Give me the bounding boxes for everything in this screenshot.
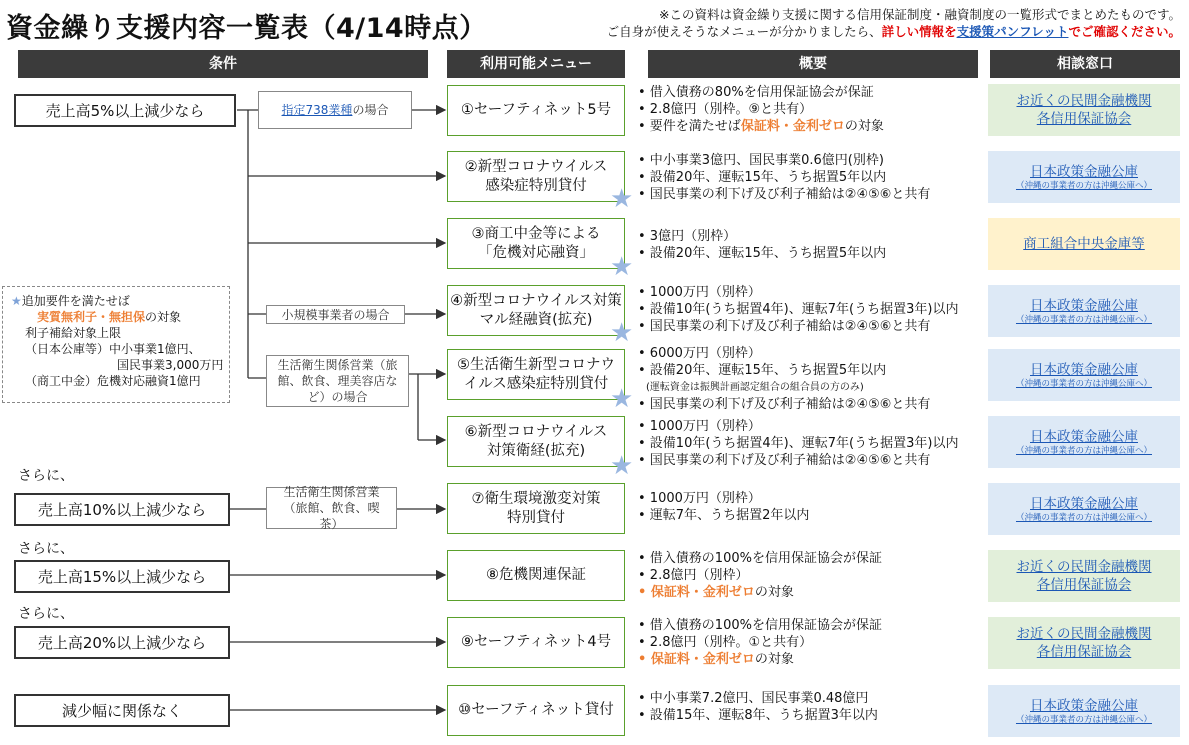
menu-text: 特別貸付 bbox=[507, 509, 565, 526]
overview-emphasis: • 保証料・金利ゼロ bbox=[638, 652, 755, 667]
contact-sublink[interactable]: （沖縄の事業者の方は沖縄公庫へ） bbox=[1015, 378, 1152, 389]
menu-text: 「危機対応融資」 bbox=[478, 244, 594, 261]
contact-link[interactable]: お近くの民間金融機関 bbox=[1016, 93, 1152, 109]
menu-crisis-guarantee: ⑧危機関連保証 bbox=[447, 550, 625, 601]
legend-line-6: （商工中金）危機対応融資1億円 bbox=[25, 374, 201, 388]
overview-emphasis: 保証料・金利ゼロ bbox=[740, 119, 845, 134]
legend-text: 追加要件を満たせば bbox=[21, 294, 130, 308]
contact-link[interactable]: 日本政策金融公庫 bbox=[1030, 697, 1138, 714]
contact-link[interactable]: 各信用保証協会 bbox=[1036, 577, 1132, 593]
star-icon: ★ bbox=[610, 384, 634, 414]
condition-any-decline: 減少幅に関係なく bbox=[14, 694, 230, 727]
contact-private-banks[interactable] bbox=[988, 550, 1180, 602]
contact-jfc[interactable] bbox=[988, 349, 1180, 401]
contact-jfc[interactable] bbox=[988, 416, 1180, 468]
contact-sublink[interactable]: （沖縄の事業者の方は沖縄公庫へ） bbox=[1015, 714, 1152, 725]
contact-shoko-chukin[interactable] bbox=[988, 218, 1180, 270]
legend-line-5: 国民事業3,000万円 bbox=[117, 358, 224, 372]
contact-sublink[interactable]: （沖縄の事業者の方は沖縄公庫へ） bbox=[1015, 512, 1152, 523]
overview-7 bbox=[638, 490, 809, 524]
menu-shoko-crisis-loan bbox=[447, 218, 625, 269]
subcond-hygiene-restaurant: 生活衛生関係営業（旅館、飲食、喫茶） bbox=[266, 487, 397, 529]
overview-line: • 1000万円（別枠） bbox=[638, 285, 761, 300]
overview-line: • 6000万円（別枠） bbox=[638, 346, 761, 361]
legend-text: の対象 bbox=[145, 310, 182, 324]
legend-line-1 bbox=[11, 293, 225, 309]
subcond-738-suffix: の場合 bbox=[352, 103, 389, 117]
menu-text: ⑥新型コロナウイルス bbox=[464, 423, 608, 440]
page-title: 資金繰り支援内容一覧表（4/14時点） bbox=[6, 13, 487, 44]
overview-1 bbox=[638, 84, 884, 135]
overview-line bbox=[638, 584, 882, 601]
overview-line: • 設備10年(うち据置4年)、運転7年(うち据置3年)以内 bbox=[638, 436, 959, 451]
star-icon: ★ bbox=[610, 184, 634, 214]
overview-line: • 国民事業の利下げ及び利子補給は②④⑤⑥と共有 bbox=[638, 319, 931, 334]
contact-link[interactable]: 各信用保証協会 bbox=[1036, 644, 1132, 660]
overview-line: • 中小事業3億円、国民事業0.6億円(別枠) bbox=[638, 153, 884, 168]
contact-sublink[interactable]: （沖縄の事業者の方は沖縄公庫へ） bbox=[1015, 314, 1152, 325]
menu-text: ③商工中金等による bbox=[471, 225, 601, 242]
note-emphasis: でご確認ください。 bbox=[1068, 24, 1181, 39]
star-icon: ★ bbox=[610, 318, 634, 348]
overview-line: • 設備10年(うち据置4年)、運転7年(うち据置3年)以内 bbox=[638, 302, 959, 317]
overview-line bbox=[638, 651, 882, 668]
overview-line: • 国民事業の利下げ及び利子補給は②④⑤⑥と共有 bbox=[638, 453, 931, 468]
overview-text: の対象 bbox=[754, 652, 794, 667]
menu-text: 感染症特別貸付 bbox=[485, 177, 587, 194]
menu-marukei-loan bbox=[447, 285, 625, 336]
menu-eikei-loan bbox=[447, 416, 625, 467]
overview-line: • 2.8億円（別枠。①と共有） bbox=[638, 635, 813, 650]
overview-line: • 国民事業の利下げ及び利子補給は②④⑤⑥と共有 bbox=[638, 397, 931, 412]
condition-sales-5pct: 売上高5%以上減少なら bbox=[14, 94, 236, 127]
overview-4 bbox=[638, 284, 958, 335]
overview-line: • 1000万円（別枠） bbox=[638, 491, 761, 506]
overview-6 bbox=[638, 418, 958, 469]
contact-link[interactable]: 各信用保証協会 bbox=[1036, 111, 1132, 127]
star-icon: ★ bbox=[610, 252, 634, 282]
subcond-738-industries bbox=[258, 91, 412, 129]
further-label: さらに、 bbox=[18, 468, 74, 484]
overview-line: (運転資金は振興計画認定組合の組合員の方のみ) bbox=[646, 382, 864, 393]
further-label: さらに、 bbox=[18, 541, 74, 557]
overview-3 bbox=[638, 228, 886, 262]
menu-safety-net-5: ①セーフティネット5号 bbox=[447, 85, 625, 136]
overview-line: • 中小事業7.2億円、国民事業0.48億円 bbox=[638, 691, 869, 706]
header-contact: 相談窓口 bbox=[990, 50, 1180, 78]
overview-line: • 3億円（別枠） bbox=[638, 229, 737, 244]
menu-text: ⑤生活衛生新型コロナウ bbox=[457, 356, 615, 373]
contact-jfc[interactable] bbox=[988, 285, 1180, 337]
overview-9 bbox=[638, 617, 882, 668]
note-line-1: ※この資料は資金繰り支援に関する信用保証制度・融資制度の一覧形式でまとめたものです。 bbox=[659, 7, 1181, 22]
subcond-hygiene-business: 生活衛生関係営業（旅館、飲食、理美容店など）の場合 bbox=[266, 355, 409, 407]
menu-text: イルス感染症特別貸付 bbox=[463, 375, 609, 392]
contact-jfc[interactable] bbox=[988, 483, 1180, 535]
overview-2 bbox=[638, 152, 930, 203]
overview-line: • 借入債務の100%を信用保証協会が保証 bbox=[638, 618, 882, 633]
overview-line: • 国民事業の利下げ及び利子補給は②④⑤⑥と共有 bbox=[638, 187, 931, 202]
contact-sublink[interactable]: （沖縄の事業者の方は沖縄公庫へ） bbox=[1015, 180, 1152, 191]
menu-text: ④新型コロナウイルス対策 bbox=[450, 292, 622, 309]
note-text: ご自身が使えそうなメニューが分かりましたら、 bbox=[606, 24, 882, 39]
overview-8 bbox=[638, 550, 882, 601]
menu-corona-special-loan bbox=[447, 151, 625, 202]
legend-line-4: （日本公庫等）中小事業1億円、 bbox=[25, 342, 201, 356]
contact-private-banks[interactable] bbox=[988, 617, 1180, 669]
overview-line: • 運転7年、うち据置2年以内 bbox=[638, 508, 810, 523]
contact-link[interactable]: 日本政策金融公庫 bbox=[1030, 163, 1138, 180]
overview-line: • 設備20年、運転15年、うち据置5年以内 bbox=[638, 170, 887, 185]
overview-5 bbox=[638, 345, 930, 413]
overview-text: の対象 bbox=[844, 119, 884, 134]
contact-link[interactable]: お近くの民間金融機関 bbox=[1016, 626, 1152, 642]
menu-safety-net-loan: ⑩セーフティネット貸付 bbox=[447, 685, 625, 736]
star-icon: ★ bbox=[610, 451, 634, 481]
menu-hygiene-corona-loan bbox=[447, 349, 625, 400]
overview-line: • 借入債務の100%を信用保証協会が保証 bbox=[638, 551, 882, 566]
overview-line: • 1000万円（別枠） bbox=[638, 419, 761, 434]
designated-738-link[interactable]: 指定738業種 bbox=[281, 103, 353, 117]
legend-box bbox=[2, 286, 230, 403]
contact-link[interactable]: 日本政策金融公庫 bbox=[1030, 297, 1138, 314]
overview-text: • 要件を満たせば bbox=[638, 119, 741, 134]
menu-text: ⑦衛生環境激変対策 bbox=[471, 490, 601, 507]
header-conditions: 条件 bbox=[18, 50, 428, 78]
overview-emphasis: • 保証料・金利ゼロ bbox=[638, 585, 755, 600]
menu-safety-net-4: ⑨セーフティネット4号 bbox=[447, 617, 625, 668]
overview-10 bbox=[638, 690, 878, 724]
legend-line-3: 利子補給対象上限 bbox=[25, 326, 122, 340]
menu-text: マル経融資(拡充) bbox=[479, 311, 593, 328]
contact-sublink[interactable]: （沖縄の事業者の方は沖縄公庫へ） bbox=[1015, 445, 1152, 456]
condition-sales-20pct: 売上高20%以上減少なら bbox=[14, 626, 230, 659]
contact-link[interactable]: 日本政策金融公庫 bbox=[1030, 428, 1138, 445]
overview-line bbox=[638, 118, 884, 135]
overview-line: • 2.8億円（別枠。⑨と共有） bbox=[638, 102, 813, 117]
condition-sales-10pct: 売上高10%以上減少なら bbox=[14, 493, 230, 526]
contact-jfc[interactable] bbox=[988, 685, 1180, 737]
menu-hygiene-env-loan bbox=[447, 483, 625, 534]
subcond-small-business: 小規模事業者の場合 bbox=[266, 305, 405, 324]
header-menu: 利用可能メニュー bbox=[447, 50, 625, 78]
pamphlet-link[interactable]: 支援策パンフレット bbox=[956, 24, 1069, 39]
overview-line: • 設備20年、運転15年、うち据置5年以内 bbox=[638, 363, 887, 378]
overview-line: • 借入債務の80%を信用保証協会が保証 bbox=[638, 85, 874, 100]
contact-link[interactable]: 商工組合中央金庫等 bbox=[1023, 236, 1145, 252]
overview-line: • 設備15年、運転8年、うち据置3年以内 bbox=[638, 708, 878, 723]
overview-text: の対象 bbox=[754, 585, 794, 600]
legend-line-2 bbox=[11, 309, 225, 325]
contact-jfc[interactable] bbox=[988, 151, 1180, 203]
note-emphasis: 詳しい情報を bbox=[881, 24, 957, 39]
legend-emphasis: 実質無利子・無担保 bbox=[37, 310, 146, 324]
condition-sales-15pct: 売上高15%以上減少なら bbox=[14, 560, 230, 593]
overview-line: • 2.8億円（別枠） bbox=[638, 568, 749, 583]
contact-link[interactable]: お近くの民間金融機関 bbox=[1016, 559, 1152, 575]
star-icon: ★ bbox=[11, 294, 22, 308]
menu-text: 対策衛経(拡充) bbox=[486, 442, 586, 459]
contact-link[interactable]: 日本政策金融公庫 bbox=[1030, 361, 1138, 378]
menu-text: ②新型コロナウイルス bbox=[464, 158, 608, 175]
contact-link[interactable]: 日本政策金融公庫 bbox=[1030, 495, 1138, 512]
further-label: さらに、 bbox=[18, 606, 74, 622]
contact-private-banks[interactable] bbox=[988, 84, 1180, 136]
header-overview: 概要 bbox=[648, 50, 978, 78]
overview-line: • 設備20年、運転15年、うち据置5年以内 bbox=[638, 246, 887, 261]
